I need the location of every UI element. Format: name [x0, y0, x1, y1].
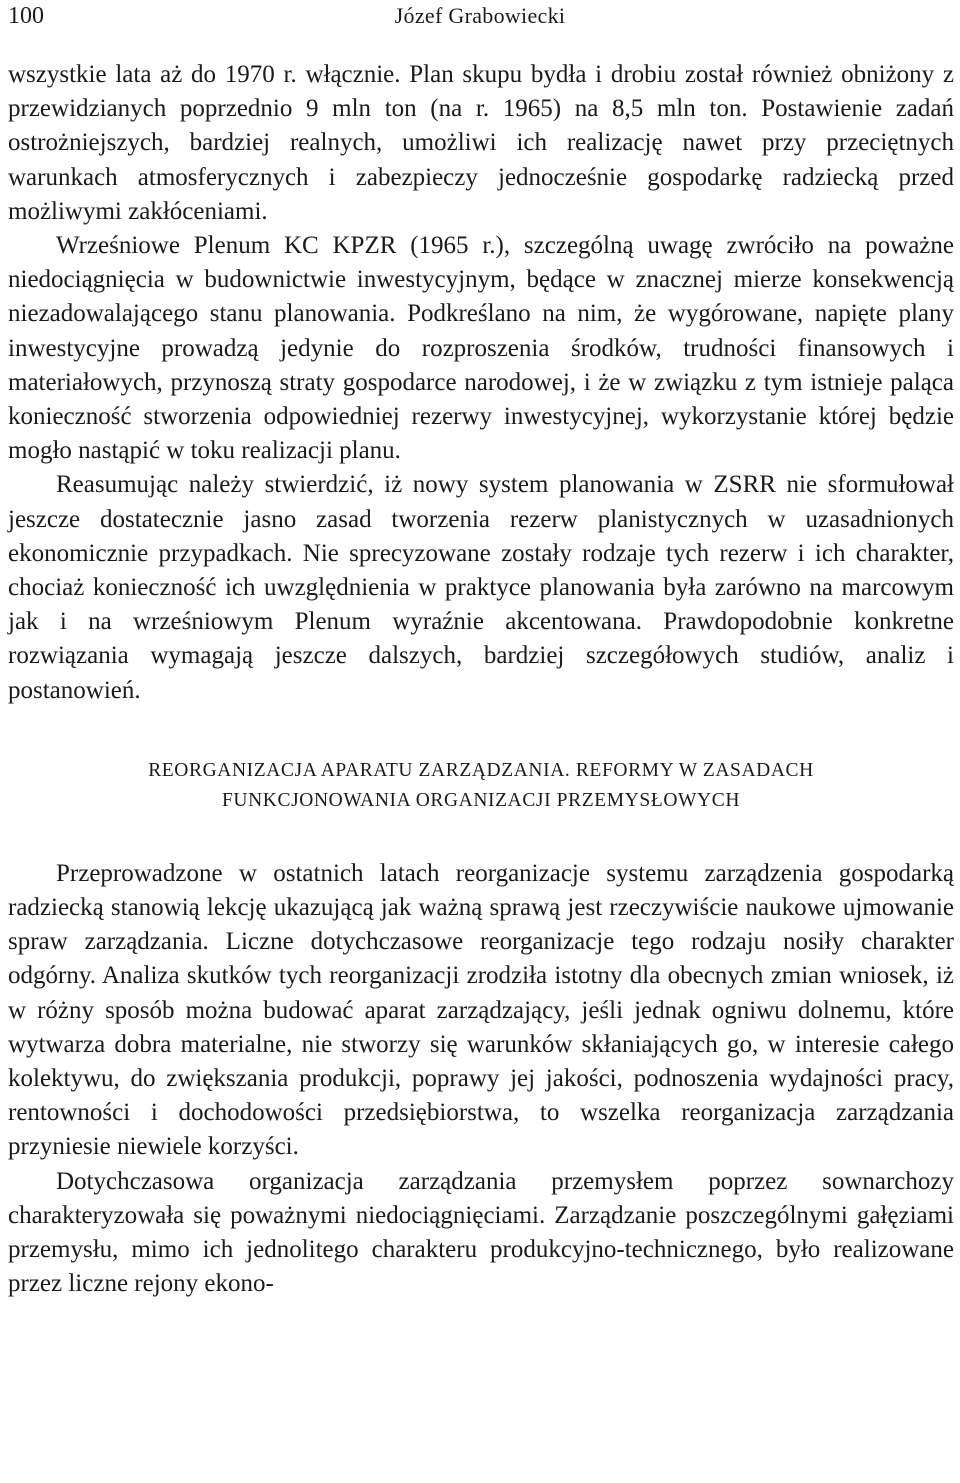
heading-spacer	[8, 816, 954, 857]
paragraph-4: Przeprowadzone w ostatnich latach reorganizacje systemu zarządzenia gospodarką radziecką stanowią lekcję ukazującą jak ważną sprawą jest rzeczywiście naukowe ujmowanie spraw zarządzania. Liczne dotychczasowe reorganizacje tego rodzaju nosiły charakter odgórny. Analiza skutków tych reorganizacji zrodziła istotny dla obecnych zmian wniosek, iż w różny sposób można budować aparat zarządzający, jeśli jednak ogniwu dolnemu, które wytwarza dobra materialne, nie stworzy się warunków skłaniających go, w interesie całego kolektywu, do zwiększania produkcji, poprawy jej jakości, podnoszenia wydajności pracy, rentowności i dochodowości przedsiębiorstwa, to wszelka reorganizacja zarządzania przyniesie niewiele korzyści.	[8, 859, 954, 1161]
page-body	[8, 58, 954, 1302]
running-head-author: Józef Grabowiecki	[394, 3, 566, 28]
page-number: 100	[8, 3, 44, 29]
paragraph-1: wszystkie lata aż do 1970 r. włącznie. Plan skupu bydła i drobiu został również obniżony z przewidzianych poprzednio 9 mln ton (na r. 1965) na 8,5 mln ton. Postawienie zadań ostrożniejszych, bardziej realnych, umożliwi ich realizację nawet przy przeciętnych warunkach atmosferycznych i zabezpieczy jednocześnie gospodarkę radziecką przed możliwymi zakłóceniami.	[8, 61, 954, 225]
section-heading-line-2: FUNKCJONOWANIA ORGANIZACJI PRZEMYSŁOWYCH	[221, 789, 740, 811]
section-heading-line-1: REORGANIZACJA APARATU ZARZĄDZANIA. REFORMY W ZASADACH	[148, 759, 814, 781]
paragraph-2: Wrześniowe Plenum KC KPZR (1965 r.), szczególną uwagę zwróciło na poważne niedociągnięcia w budownictwie inwestycyjnym, będące w znacznej mierze konsekwencją niezadowalającego stanu planowania. Podkreślano na nim, że wygórowane, napięte plany inwestycyjne prowadzą jedynie do rozproszenia środków, trudności finansowych i materiałowych, przynoszą straty gospodarce narodowej, i że w związku z tym istnieje paląca konieczność stworzenia odpowiedniej rezerwy inwestycyjnej, wykorzystanie której będzie mogło nastąpić w toku realizacji planu.	[8, 232, 954, 465]
paragraph-3: Reasumując należy stwierdzić, iż nowy system planowania w ZSRR nie sformułował jeszcze dostatecznie jasno zasad tworzenia rezerw planistycznych w uzasadnionych ekonomicznie przypadkach. Nie sprecyzowane zostały rodzaje tych rezerw i ich charakter, chociaż konieczność ich uwzględnienia w praktyce planowania była zarówno na marcowym jak i na wrześniowym Plenum wyraźnie akcentowana. Prawdopodobnie konkretne rozwiązania wymagają jeszcze dalszych, bardziej szczegółowych studiów, analiz i postanowień.	[8, 471, 954, 704]
section-heading	[8, 756, 954, 816]
paragraph-5: Dotychczasowa organizacja zarządzania przemysłem poprzez sownarchozy charakteryzowała się poważnymi niedociągnięciami. Zarządzanie poszczególnymi gałęziami przemysłu, mimo ich jednolitego charakteru produkcyjno-technicznego, było realizowane przez liczne rejony ekono-	[8, 1167, 954, 1298]
